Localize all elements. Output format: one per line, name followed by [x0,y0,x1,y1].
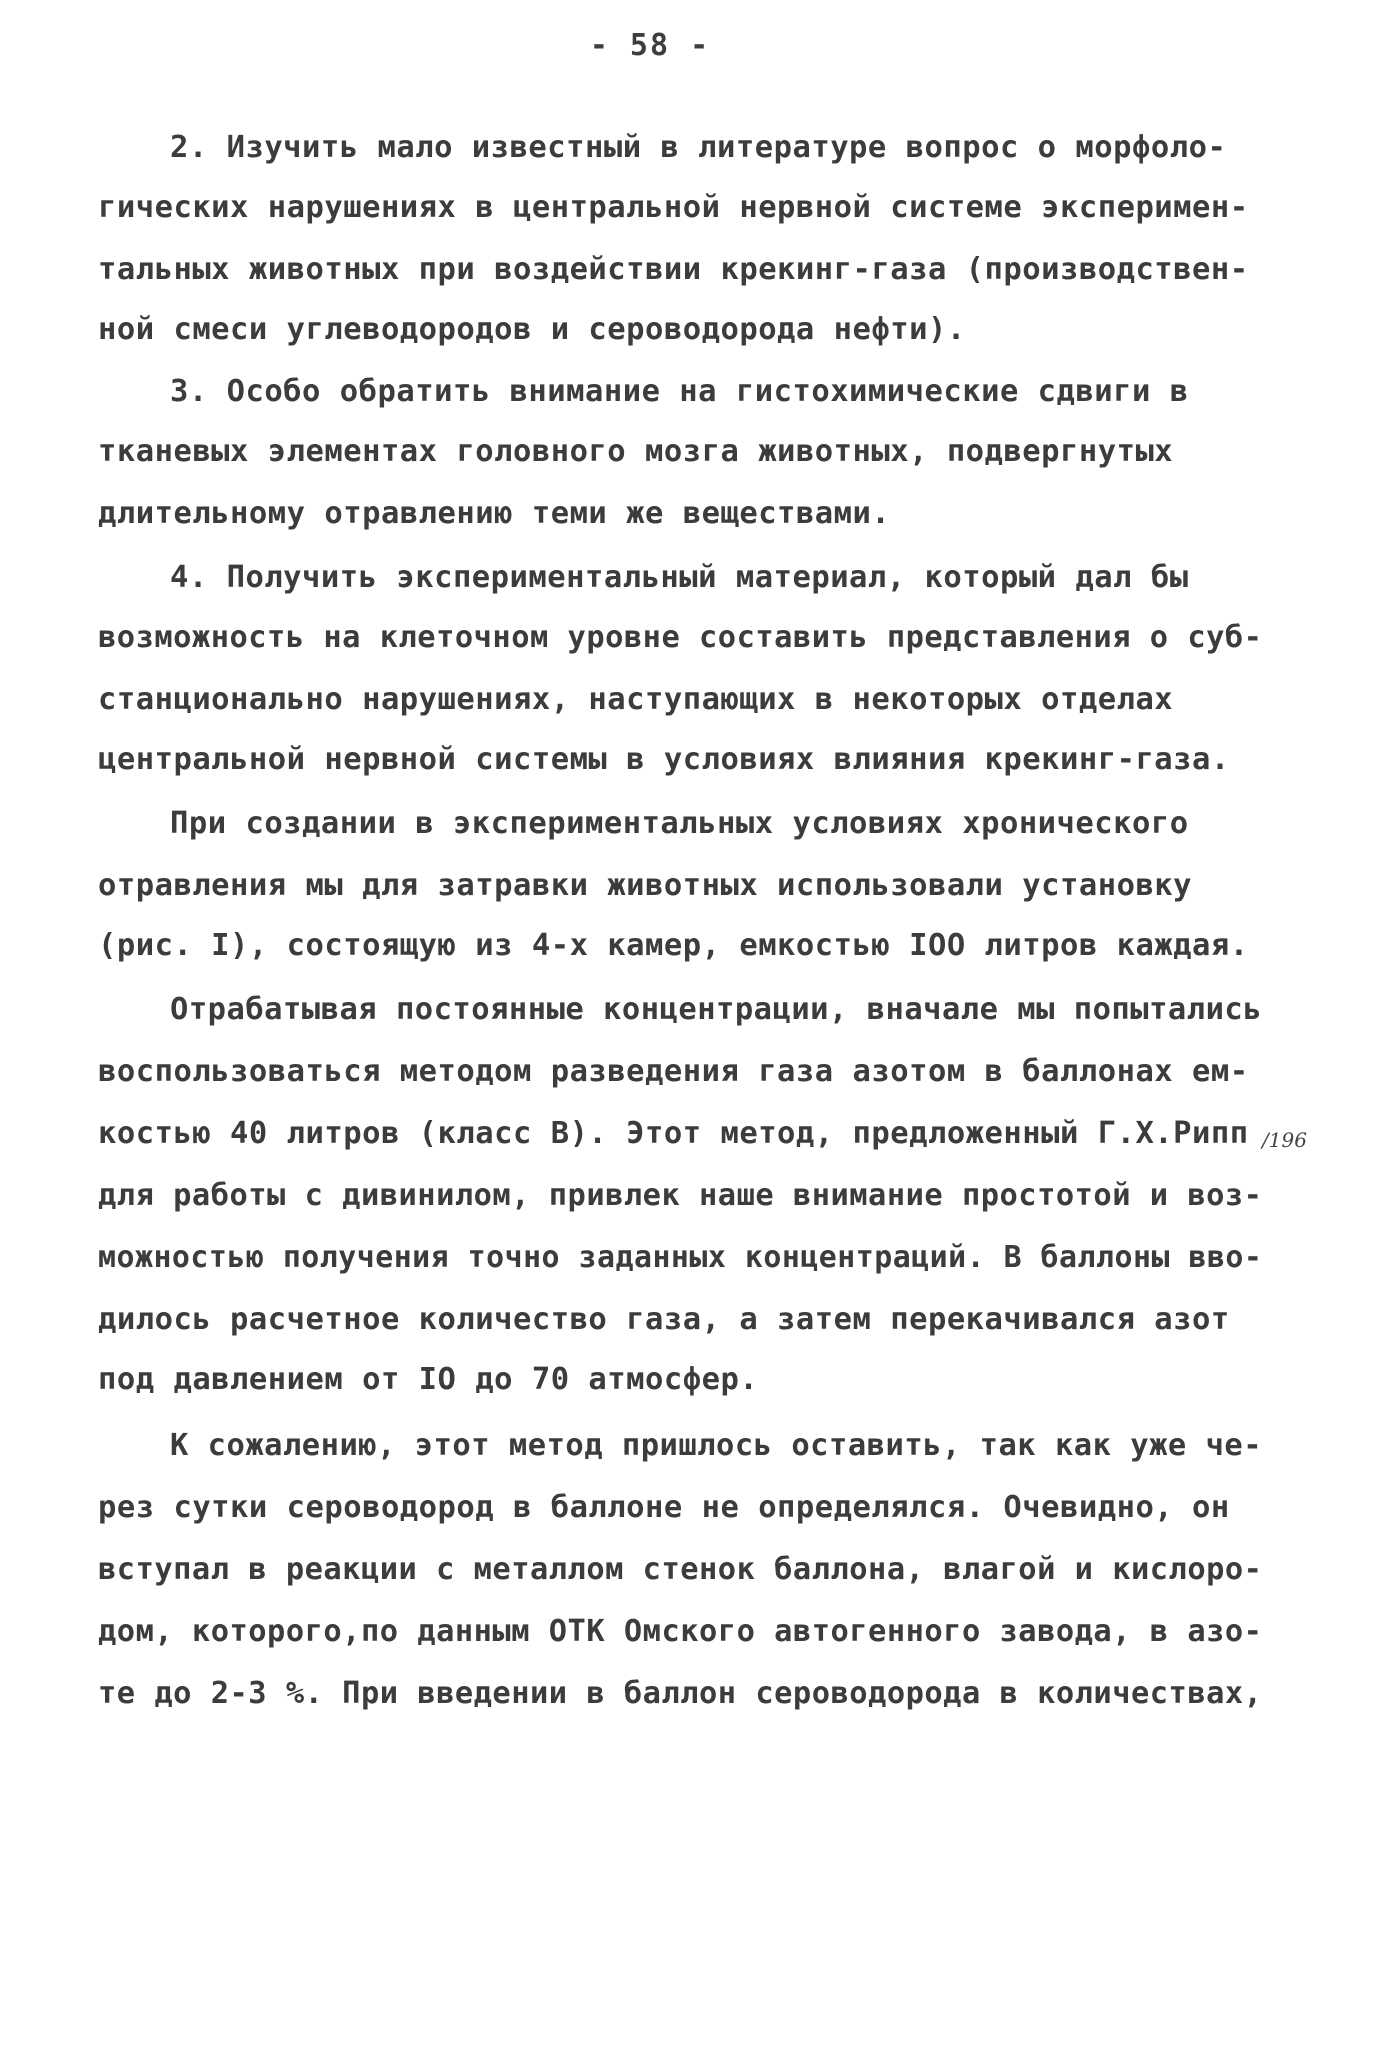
text-line: дом, которого,по данным ОТК Омского автогенного завода, в азо- [98,1614,1263,1649]
text-line: костью 40 литров (класс В). Этот метод, предложенный Г.Х.Рипп [98,1116,1249,1151]
text-line: возможность на клеточном уровне составить представления о суб- [98,620,1263,655]
text-line: воспользоваться методом разведения газа азотом в баллонах ем- [98,1054,1249,1089]
margin-note: /196 [1262,1128,1307,1152]
text-line: К сожалению, этот метод пришлось оставить, так как уже че- [170,1428,1263,1463]
text-line: 2. Изучить мало известный в литературе вопрос о морфоло- [170,130,1227,165]
text-line: можностью получения точно заданных концентраций. В баллоны вво- [98,1240,1263,1275]
text-line: рез сутки сероводород в баллоне не определялся. Очевидно, он [98,1490,1230,1525]
text-line: под давлением от IO до 70 атмосфер. [98,1362,759,1397]
text-line: станционально нарушениях, наступающих в некоторых отделах [98,682,1174,717]
text-line: гических нарушениях в центральной нервной системе эксперимен- [98,190,1249,225]
text-line: вступал в реакции с металлом стенок баллона, влагой и кислоро- [98,1552,1263,1587]
text-line: (рис. I), состоящую из 4-х камер, емкостью IOO литров каждая. [98,928,1249,963]
page-number: - 58 - [589,28,711,63]
text-line: тальных животных при воздействии крекинг-газа (производствен- [98,252,1249,287]
text-line: дилось расчетное количество газа, а затем перекачивался азот [98,1302,1230,1337]
text-line: 3. Особо обратить внимание на гистохимические сдвиги в [170,374,1189,409]
text-line: Отрабатывая постоянные концентрации, вначале мы попытались [170,992,1263,1027]
text-line: ной смеси углеводородов и сероводорода нефти). [98,312,966,347]
text-line: отравления мы для затравки животных использовали установку [98,868,1193,903]
text-line: 4. Получить экспериментальный материал, который дал бы [170,560,1189,595]
text-line: При создании в экспериментальных условиях хронического [170,806,1189,841]
text-line: тканевых элементах головного мозга животных, подвергнутых [98,434,1174,469]
text-line: для работы с дивинилом, привлек наше внимание простотой и воз- [98,1178,1263,1213]
text-line: длительному отравлению теми же веществами. [98,496,891,531]
text-line: те до 2-3 %. При введении в баллон сероводорода в количествах, [98,1676,1263,1711]
text-line: центральной нервной системы в условиях влияния крекинг-газа. [98,742,1230,777]
